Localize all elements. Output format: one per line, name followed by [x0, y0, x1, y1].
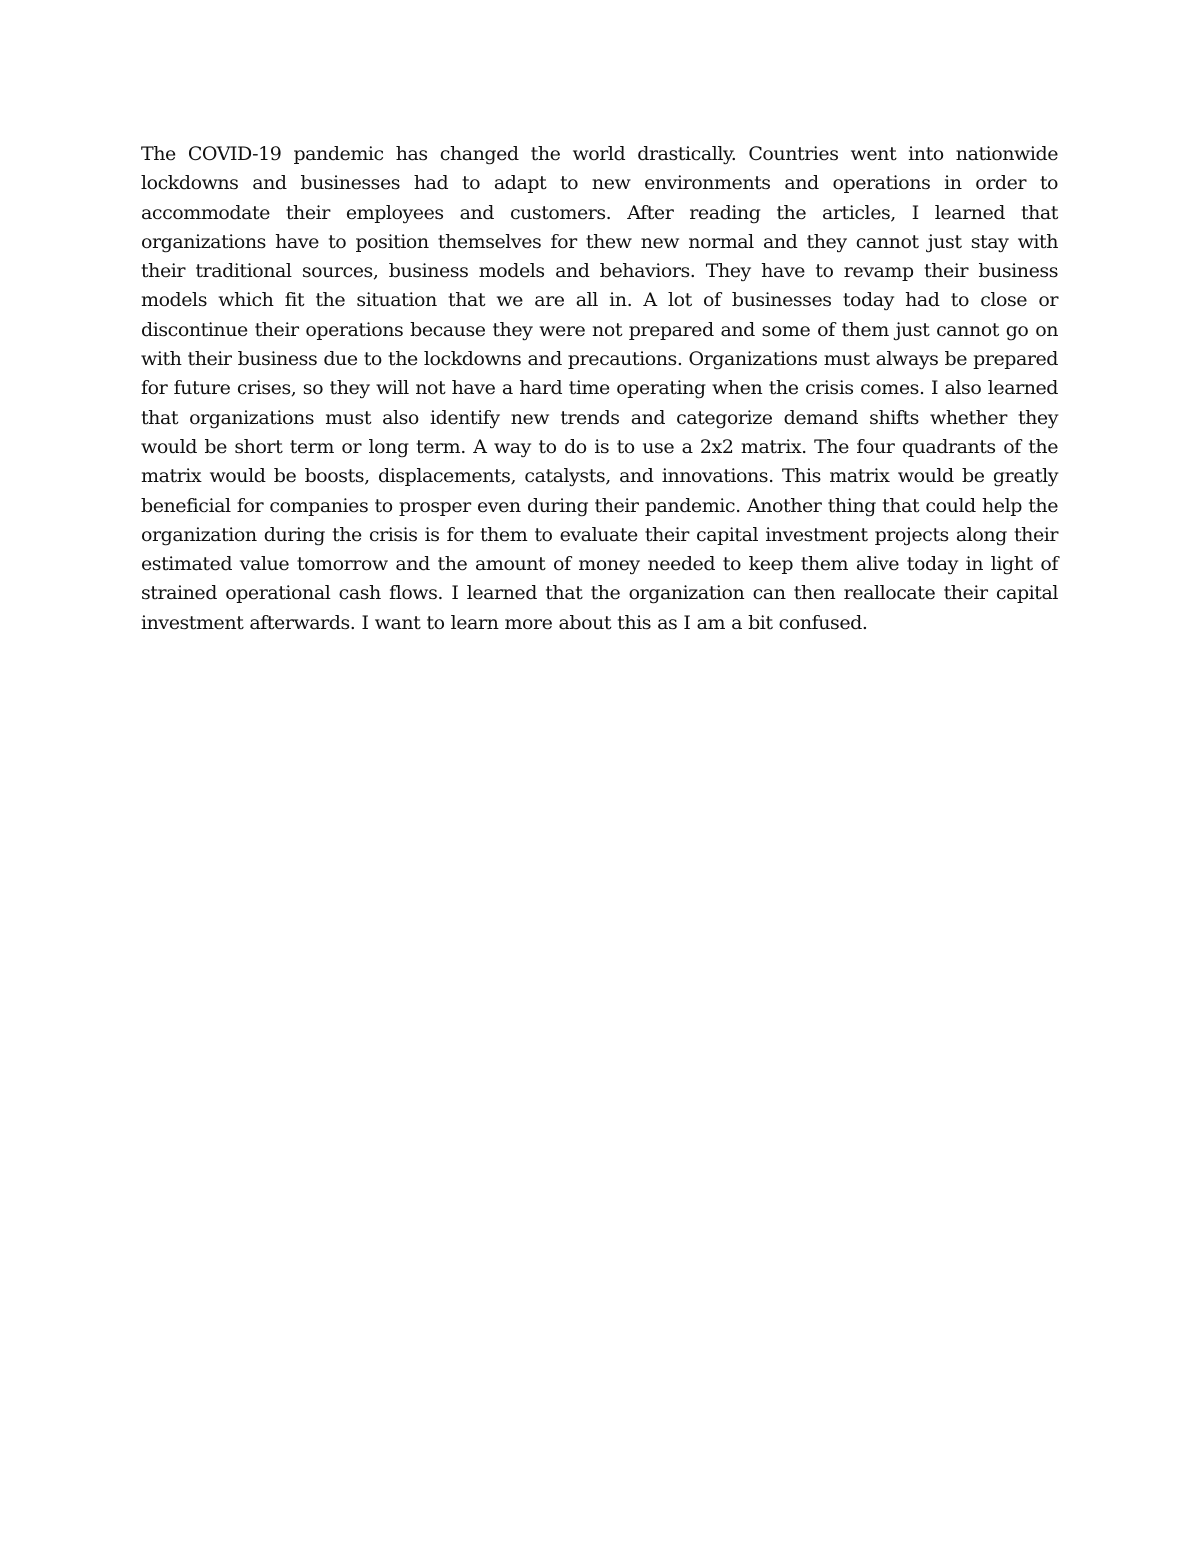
- document-body: [141, 140, 1058, 638]
- body-paragraph: The COVID-19 pandemic has changed the world drastically. Countries went into nationwide lockdowns and businesses had to adapt to new environments and operations in order to accommodate their employees and customers. After reading the articles, I learned that organizations have to position themselves for thew new normal and they cannot just stay with their traditional sources, business models and behaviors. They have to revamp their business models which fit the situation that we are all in. A lot of businesses today had to close or discontinue their operations because they were not prepared and some of them just cannot go on with their business due to the lockdowns and precautions. Organizations must always be prepared for future crises, so they will not have a hard time operating when the crisis comes. I also learned that organizations must also identify new trends and categorize demand shifts whether they would be short term or long term. A way to do is to use a 2x2 matrix. The four quadrants of the matrix would be boosts, displacements, catalysts, and innovations. This matrix would be greatly beneficial for companies to prosper even during their pandemic. Another thing that could help the organization during the crisis is for them to evaluate their capital investment projects along their estimated value tomorrow and the amount of money needed to keep them alive today in light of strained operational cash flows. I learned that the organization can then reallocate their capital investment afterwards. I want to learn more about this as I am a bit confused.: [141, 143, 1058, 634]
